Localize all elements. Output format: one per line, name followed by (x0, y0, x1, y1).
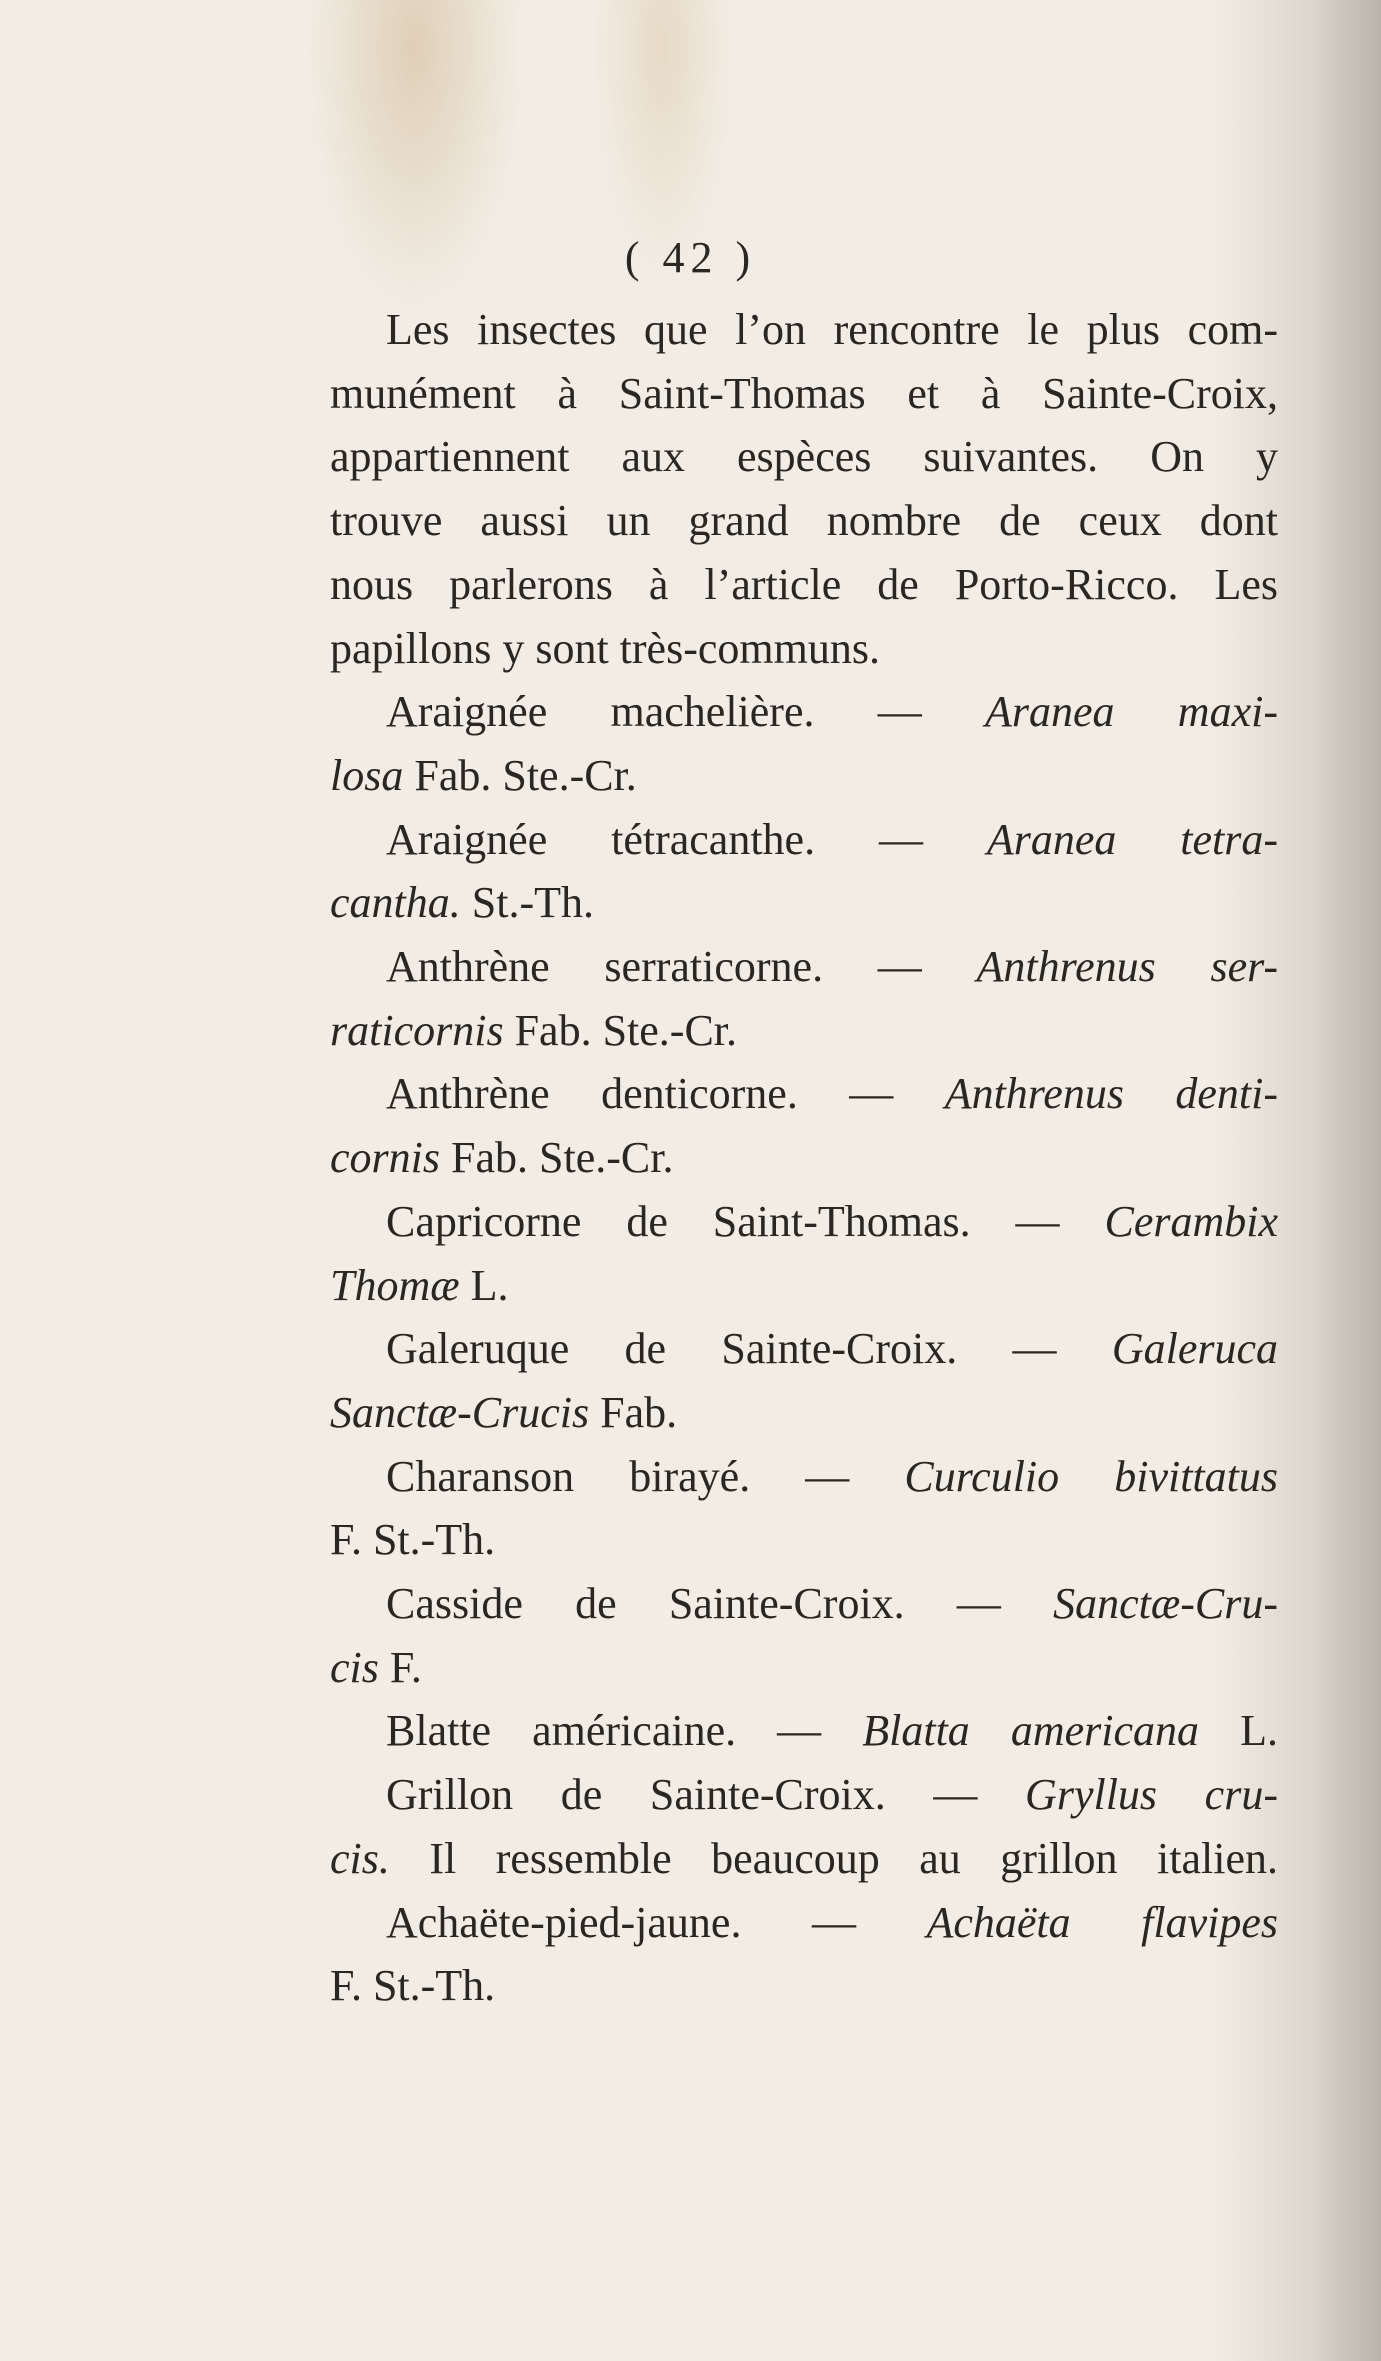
latin-name: Anthrenus ser- (976, 942, 1279, 992)
species-entry (330, 1891, 1278, 2018)
authority-locality: Fab. (600, 1387, 678, 1437)
species-entry (330, 1190, 1278, 1317)
common-name: Galeruque de Sainte-Croix. — (386, 1324, 1057, 1374)
entry-line (330, 1190, 1278, 1254)
entry-line (330, 1317, 1278, 1381)
intro-paragraph (330, 298, 1278, 680)
species-entry (330, 1763, 1278, 1890)
common-name: Achaëte-pied-jaune. — (386, 1897, 856, 1947)
entry-line (330, 1572, 1278, 1636)
entry-line (330, 1126, 1278, 1190)
text-line: Les insectes que l’on rencontre le plus com- (386, 305, 1278, 354)
entry-line (330, 1699, 1278, 1763)
entry-line (330, 1763, 1278, 1827)
latin-name: Anthrenus denti- (944, 1069, 1279, 1119)
entry-line (330, 744, 1278, 808)
latin-name: Galeruca (1111, 1324, 1278, 1374)
latin-name: Cerambix (1104, 1196, 1278, 1246)
species-entry (330, 1062, 1278, 1189)
authority-locality: F. (389, 1642, 422, 1692)
latin-name: Aranea maxi- (985, 687, 1278, 737)
authority-locality: F. St.-Th. (330, 1961, 496, 2011)
entry-line (330, 1254, 1278, 1318)
latin-name: Curculio bivittatus (904, 1451, 1279, 1501)
entry-line (330, 1636, 1278, 1700)
entry-line (330, 1062, 1278, 1126)
authority-locality: Fab. Ste.-Cr. (414, 750, 637, 800)
text-line: papillons y sont très-communs. (330, 623, 880, 673)
entry-line (330, 1891, 1278, 1955)
entry-line (330, 1381, 1278, 1445)
authority-locality: L. (1240, 1706, 1278, 1756)
text-line: nous parlerons à l’article de Porto-Ricco. Les (330, 559, 1278, 609)
page-number: ( 42 ) (624, 233, 757, 282)
common-name: Blatte américaine. — (386, 1706, 822, 1756)
latin-name: Blatta americana (862, 1706, 1200, 1756)
common-name: Capricorne de Saint-Thomas. — (386, 1196, 1060, 1246)
latin-name: Sanctæ-Crucis (330, 1387, 590, 1437)
latin-name: Aranea tetra- (986, 814, 1278, 864)
common-name: Anthrène serraticorne. — (386, 942, 922, 992)
authority-locality: Fab. Ste.-Cr. (514, 1005, 738, 1055)
entry-line (330, 1954, 1278, 2018)
description: Il ressemble beaucoup au grillon italien. (429, 1833, 1278, 1883)
entry-line (330, 1827, 1278, 1891)
latin-name: cantha. (330, 878, 461, 928)
authority-locality: Fab. Ste.-Cr. (451, 1133, 674, 1183)
species-entry (330, 935, 1278, 1062)
text-line: munément à Saint-Thomas et à Sainte-Croix, (330, 368, 1278, 418)
latin-name: Achaëta flavipes (926, 1897, 1279, 1947)
authority-locality: F. St.-Th. (330, 1515, 496, 1565)
latin-name: cis. (330, 1833, 390, 1883)
species-entry (330, 680, 1278, 807)
latin-name: losa (330, 750, 404, 800)
common-name: Anthrène denticorne. — (386, 1069, 894, 1119)
latin-name: cornis (330, 1133, 440, 1183)
authority-locality: L. (470, 1260, 509, 1310)
page-body (330, 298, 1278, 2018)
common-name: Grillon de Sainte-Croix. — (386, 1770, 978, 1820)
latin-name: Sanctæ-Cru- (1053, 1579, 1279, 1629)
text-line: trouve aussi un grand nombre de ceux dont (330, 496, 1278, 546)
common-name: Charanson birayé. — (386, 1451, 850, 1501)
entry-line (330, 999, 1278, 1063)
common-name: Araignée machelière. — (386, 687, 922, 737)
common-name: Casside de Sainte-Croix. — (386, 1579, 1001, 1629)
species-entry (330, 1445, 1278, 1572)
entry-line (330, 1508, 1278, 1572)
latin-name: raticornis (330, 1005, 504, 1055)
species-entry (330, 808, 1278, 935)
entry-line (330, 1445, 1278, 1509)
text-line: appartiennent aux espèces suivantes. On y (330, 432, 1278, 482)
authority-locality: St.-Th. (471, 878, 594, 928)
entry-line (330, 871, 1278, 935)
common-name: Araignée tétracanthe. — (386, 814, 923, 864)
latin-name: cis (330, 1642, 379, 1692)
species-entry (330, 1699, 1278, 1763)
latin-name: Thomæ (330, 1260, 460, 1310)
entry-line (330, 808, 1278, 872)
entry-line (330, 680, 1278, 744)
entry-line (330, 935, 1278, 999)
species-entry (330, 1572, 1278, 1699)
species-entry (330, 1317, 1278, 1444)
latin-name: Gryllus cru- (1025, 1770, 1278, 1820)
